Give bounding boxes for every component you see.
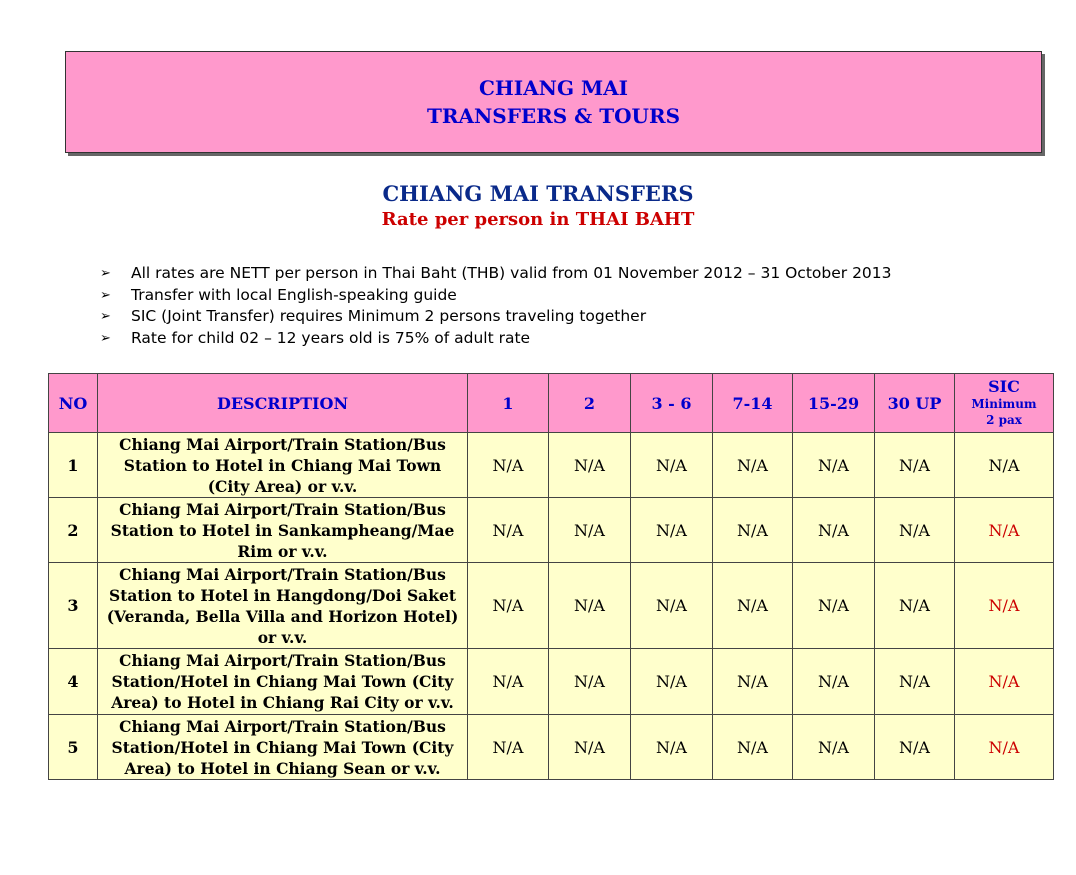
rate-cell: N/A [875, 498, 955, 563]
header-pax-7-14: 7-14 [713, 374, 793, 433]
rate-cell: N/A [793, 715, 875, 780]
rate-cell: N/A [631, 715, 713, 780]
note-text: Transfer with local English-speaking guide [131, 285, 457, 304]
sic-cell: N/A [955, 649, 1054, 715]
rate-cell: N/A [713, 433, 793, 498]
rate-cell: N/A [793, 433, 875, 498]
header-sic [955, 374, 1054, 433]
page-banner [65, 51, 1042, 153]
transfer-rates-table [48, 373, 1054, 780]
table-row [49, 649, 1054, 715]
row-number: 1 [49, 433, 98, 498]
section-title: CHIANG MAI TRANSFERS [382, 181, 694, 206]
header-sic-title: SIC [988, 377, 1020, 396]
note-item [100, 328, 892, 350]
rate-cell: N/A [468, 715, 549, 780]
header-no: NO [49, 374, 98, 433]
arrowhead-bullet-icon: ➢ [100, 287, 111, 303]
sic-cell: N/A [955, 563, 1054, 649]
rate-cell: N/A [713, 563, 793, 649]
note-item [100, 306, 892, 328]
rate-cell: N/A [713, 715, 793, 780]
rate-cell: N/A [875, 715, 955, 780]
rate-cell: N/A [468, 498, 549, 563]
row-number: 4 [49, 649, 98, 715]
rate-cell: N/A [468, 649, 549, 715]
rate-cell: N/A [875, 433, 955, 498]
sic-cell: N/A [955, 498, 1054, 563]
row-number: 5 [49, 715, 98, 780]
rate-cell: N/A [631, 498, 713, 563]
rate-cell: N/A [631, 649, 713, 715]
rate-cell: N/A [549, 433, 631, 498]
rate-cell: N/A [468, 433, 549, 498]
rate-cell: N/A [793, 498, 875, 563]
rate-cell: N/A [549, 649, 631, 715]
rate-cell: N/A [549, 498, 631, 563]
row-description: Chiang Mai Airport/Train Station/Bus Station to Hotel in Sankampheang/Mae Rim or v.v. [98, 498, 468, 563]
header-sic-pax: 2 pax [986, 413, 1022, 427]
row-description: Chiang Mai Airport/Train Station/Bus Station to Hotel in Chiang Mai Town (City Area) or v.v. [98, 433, 468, 498]
header-pax-1: 1 [468, 374, 549, 433]
arrowhead-bullet-icon: ➢ [100, 309, 111, 324]
rate-cell: N/A [713, 649, 793, 715]
header-sic-min: Minimum [971, 397, 1037, 411]
rate-cell: N/A [631, 433, 713, 498]
table-row [49, 715, 1054, 780]
header-pax-15-29: 15-29 [793, 374, 875, 433]
row-description: Chiang Mai Airport/Train Station/Bus Station to Hotel in Hangdong/Doi Saket (Veranda, Bella Villa and Horizon Hotel) or v.v. [98, 563, 468, 649]
table-row [49, 433, 1054, 498]
note-text: SIC (Joint Transfer) requires Minimum 2 persons traveling together [131, 307, 647, 325]
header-pax-30-up: 30 UP [875, 374, 955, 433]
header-description: DESCRIPTION [98, 374, 468, 433]
row-number: 2 [49, 498, 98, 563]
sic-cell: N/A [955, 715, 1054, 780]
header-pax-3-6: 3 - 6 [631, 374, 713, 433]
rate-cell: N/A [793, 563, 875, 649]
rate-cell: N/A [875, 563, 955, 649]
banner-line-1: CHIANG MAI [478, 76, 629, 100]
rate-cell: N/A [549, 563, 631, 649]
row-number: 3 [49, 563, 98, 649]
note-item [100, 263, 892, 285]
notes-list [100, 263, 892, 349]
table-row [49, 498, 1054, 563]
rate-cell: N/A [549, 715, 631, 780]
table-header-row [49, 374, 1054, 433]
rate-cell: N/A [875, 649, 955, 715]
arrowhead-bullet-icon: ➢ [100, 330, 111, 346]
banner-line-2: TRANSFERS & TOURS [426, 104, 681, 128]
header-pax-2: 2 [549, 374, 631, 433]
section-subtitle: Rate per person in THAI BAHT [381, 209, 695, 230]
sic-cell: N/A [955, 433, 1054, 498]
table-row [49, 563, 1054, 649]
rate-cell: N/A [713, 498, 793, 563]
note-text: Rate for child 02 – 12 years old is 75% of adult rate [131, 328, 531, 347]
row-description: Chiang Mai Airport/Train Station/Bus Station/Hotel in Chiang Mai Town (City Area) to Hotel in Chiang Rai City or v.v. [98, 649, 468, 715]
row-description: Chiang Mai Airport/Train Station/Bus Station/Hotel in Chiang Mai Town (City Area) to Hotel in Chiang Sean or v.v. [98, 715, 468, 780]
note-text: All rates are NETT per person in Thai Baht (THB) valid from 01 November 2012 – 31 October 2013 [131, 264, 892, 282]
rate-cell: N/A [468, 563, 549, 649]
rate-cell: N/A [631, 563, 713, 649]
note-item [100, 285, 892, 307]
rate-cell: N/A [793, 649, 875, 715]
arrowhead-bullet-icon: ➢ [100, 266, 111, 281]
